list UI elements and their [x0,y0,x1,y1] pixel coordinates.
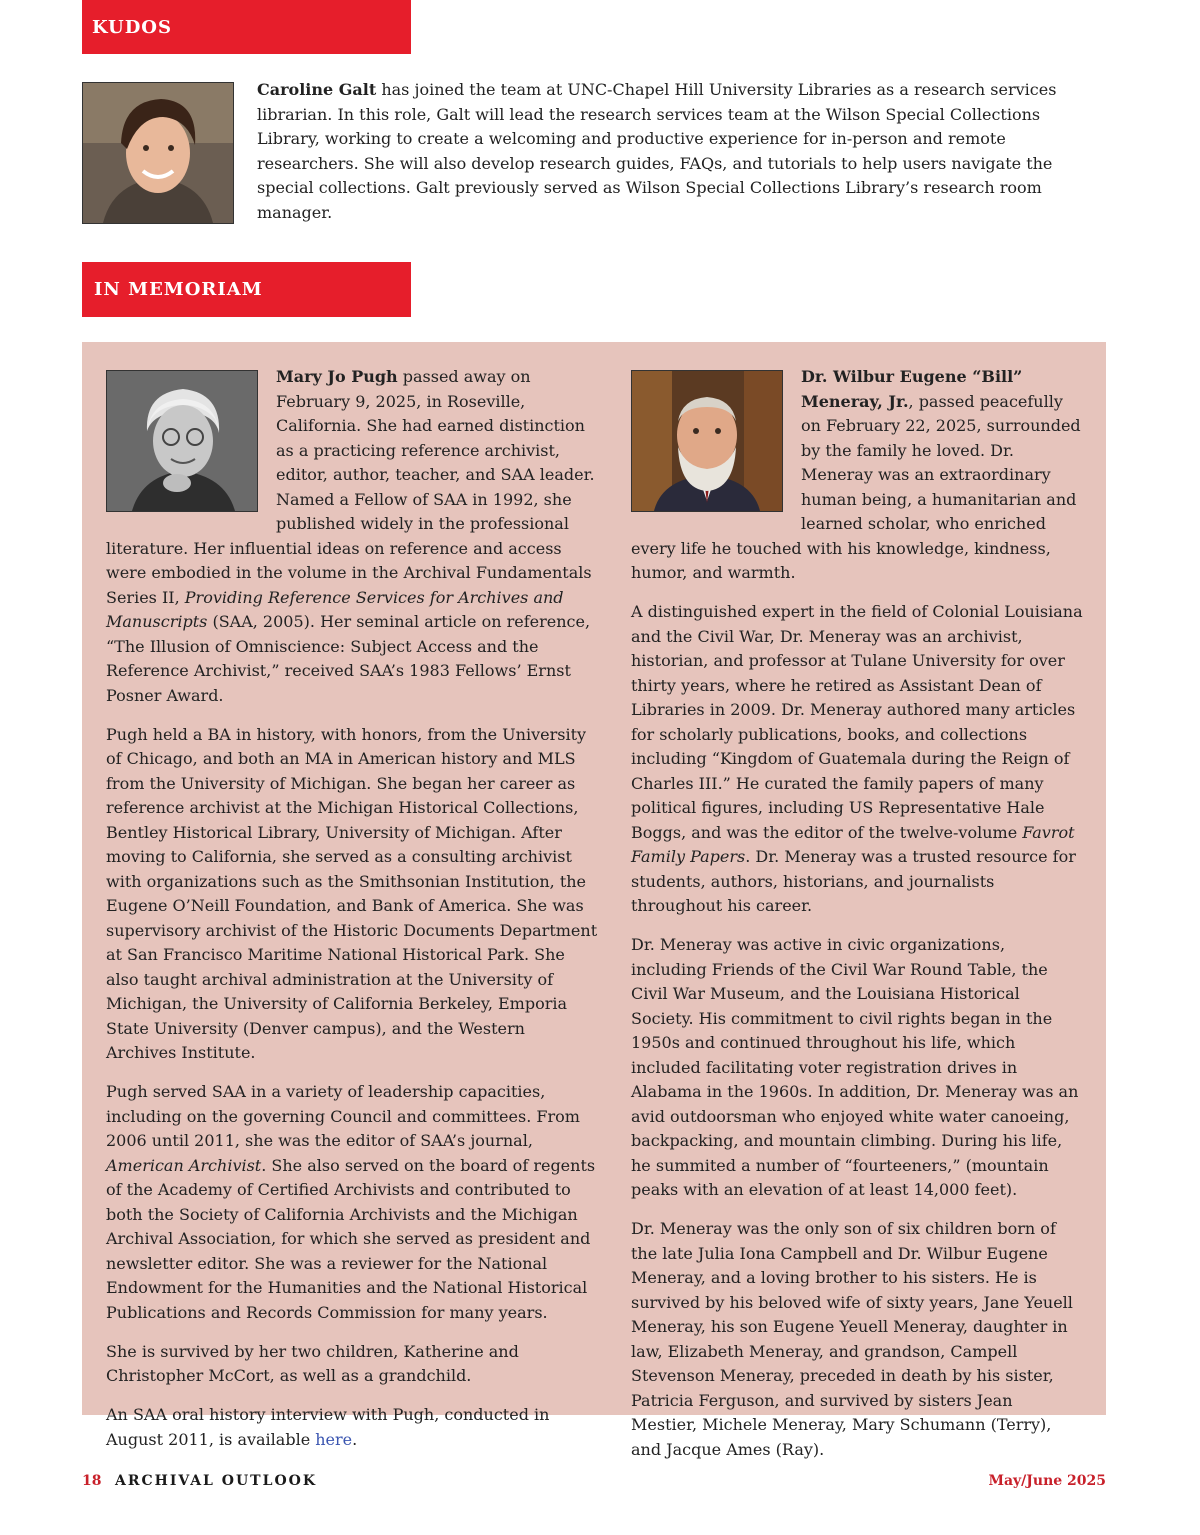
page-number: 18 [82,1473,102,1489]
memoriam-heading: IN MEMORIAM [94,279,263,300]
kudos-heading: KUDOS [92,16,172,38]
meneray-paragraph-2 [631,600,1083,919]
pugh-paragraph-4: She is survived by her two children, Katherine and Christopher McCort, as well as a grandchild. [106,1341,519,1385]
magazine-title: ARCHIVAL OUTLOOK [115,1473,317,1489]
meneray-name: Dr. Wilbur Eugene “Bill” Meneray, Jr. [801,367,1023,411]
kudos-section-banner [82,0,411,54]
memoriam-section-banner [82,262,411,317]
meneray-p2-text-end: . Dr. Meneray was a trusted resource for students, authors, historians, and journalists throughout his career. [631,847,1076,915]
pugh-p3-text: Pugh served SAA in a variety of leadership capacities, including on the governing Council and committees. From 2006 until 2011, she was the editor of SAA’s journal, [106,1082,580,1150]
pugh-name: Mary Jo Pugh [276,367,398,386]
meneray-obituary [631,365,1083,1477]
pugh-p5-text-end: . [352,1429,358,1449]
meneray-p1-text: , passed peacefully on February 22, 2025, surrounded by the family he loved. Dr. Meneray was an extraordinary human being, a humanitarian and learned scholar, who enriched every life he touched with his knowledge, kindness, humor, and warmth. [631,391,1081,582]
meneray-book-title: Favrot Family Papers [631,822,1075,866]
meneray-paragraph-4: Dr. Meneray was the only son of six children born of the late Julia Iona Campbell and Dr. Wilbur Eugene Meneray, and a loving brother to his sisters. He is survived by his beloved wife of sixty years, Jane Yeuell Meneray, his son Eugene Yeuell Meneray, daughter in law, Elizabeth Meneray, and grandson, Campell Stevenson Meneray, preceded in death by his sister, Patricia Ferguson, and survived by sisters Jean Mestier, Michele Meneray, Mary Schumann (Terry), and Jacque Ames (Ray). [631,1219,1073,1459]
pugh-p3-text-end: . She also served on the board of regents of the Academy of Certified Archivists and contributed to both the Society of California Archivists and the Michigan Archival Association, for which she served as president and newsletter editor. She was a reviewer for the National Endowment for the Humanities and the National Historical Publications and Records Commission for many years. [106,1155,596,1322]
pugh-p5-text: An SAA oral history interview with Pugh, conducted in August 2011, is available [106,1405,550,1449]
pugh-p1-text: passed away on February 9, 2025, in Roseville, California. She had earned distinction as a practicing reference archivist, editor, author, teacher, and SAA leader. Named a Fellow of SAA in 1992, she published widely in the professional literature. Her influential ideas on reference and access were embodied in the volume in the Archival Fundamentals Series II, [106,367,595,607]
pugh-book-title: Providing Reference Services for Archives and Manuscripts [106,587,564,631]
pugh-journal-title: American Archivist [106,1155,262,1175]
pugh-obituary [106,365,600,1467]
pugh-p1-text-end: (SAA, 2005). Her seminal article on reference, “The Illusion of Omniscience: Subject Access and the Reference Archivist,” received SAA’s 1983 Fellows’ Ernst Posner Award. [106,612,591,705]
meneray-p2-text: A distinguished expert in the field of Colonial Louisiana and the Civil War, Dr. Meneray was an archivist, historian, and professor at Tulane University for over thirty years, where he retired as Assistant Dean of Libraries in 2009. Dr. Meneray authored many articles for scholarly publications, books, and collections including “Kingdom of Guatemala during the Reign of Charles III.” He curated the family papers of many political figures, including US Representative Hale Boggs, and was the editor of the twelve-volume [631,602,1083,842]
pugh-paragraph-5 [106,1403,600,1452]
kudos-text [257,78,1087,225]
meneray-paragraph-3: Dr. Meneray was active in civic organizations, including Friends of the Civil War Round Table, the Civil War Museum, and the Louisiana Historical Society. His commitment to civil rights began in the 1950s and continued throughout his life, which included facilitating voter registration drives in Alabama in the 1960s. In addition, Dr. Meneray was an avid outdoorsman who enjoyed white water canoeing, backpacking, and mountain climbing. During his life, he summited a number of “fourteeners,” (mountain peaks with an elevation of at least 14,000 feet). [631,935,1079,1199]
issue-date: May/June 2025 [988,1473,1106,1489]
wilbur-meneray-photo [631,370,783,512]
kudos-person-name: Caroline Galt [257,80,377,99]
pugh-paragraph-3 [106,1080,600,1325]
pugh-paragraph-2: Pugh held a BA in history, with honors, from the University of Chicago, and both an MA in American history and MLS from the University of Michigan. She began her career as reference archivist at the Michigan Historical Collections, Bentley Historical Library, University of Michigan. After moving to California, she served as a consulting archivist with organizations such as the Smithsonian Institution, the Eugene O’Neill Foundation, and Bank of America. She was supervisory archivist of the Historic Documents Department at San Francisco Maritime National Historical Park. She also taught archival administration at the University of Michigan, the University of California Berkeley, Emporia State University (Denver campus), and the Western Archives Institute. [106,724,598,1062]
caroline-galt-photo [82,82,234,224]
kudos-body: has joined the team at UNC-Chapel Hill University Libraries as a research services librarian. In this role, Galt will lead the research services team at the Wilson Special Collections Library, working to create a welcoming and productive experience for in-person and remote researchers. She will also develop research guides, FAQs, and tutorials to help users navigate the special collections. Galt previously served as Wilson Special Collections Library’s research room manager. [257,80,1057,222]
mary-jo-pugh-photo [106,370,258,512]
page-footer [82,1473,1106,1493]
oral-history-link[interactable]: here [315,1429,353,1449]
